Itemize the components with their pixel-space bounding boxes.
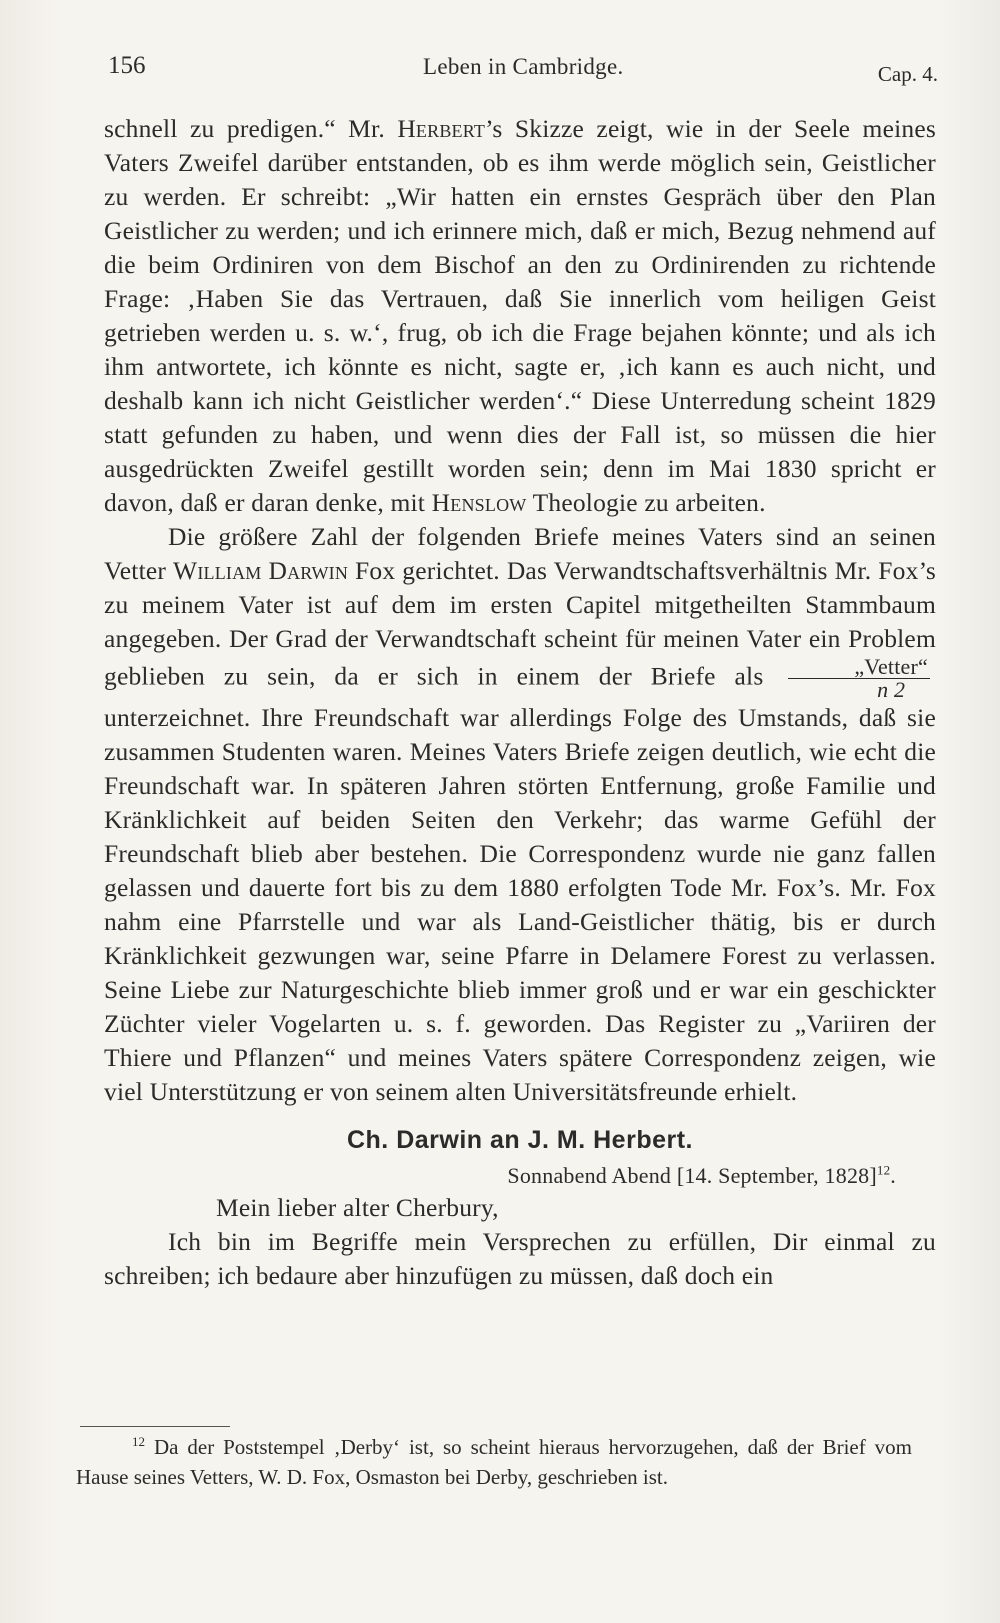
letter-date: Sonnabend Abend [14. September, 1828]$^{12}$. [507,1162,896,1188]
running-header [108,48,938,88]
letter-heading: Ch. Darwin an J. M. Herbert. [346,1126,693,1154]
salutation: Mein lieber alter Cherbury, [216,1193,499,1222]
page-number: 156 [108,52,146,79]
paragraph-1 [104,112,936,520]
text-run: Theologie zu arbeiten. [526,488,766,517]
footnote-text: Da der Poststempel ‚Derby‘ ist, so scheint hieraus hervorzugehen, daß der Brief vom Hause seines Vetters, W. D. Fox, Osmaston bei Derby, geschrieben ist. [76,1435,913,1489]
text-run: unterzeichnet. Ihre Freundschaft war allerdings Folge des Umstands, daß sie zusammen Studenten waren. Meines Vaters Briefe zeigen deutlich, wie echt die Freundschaft war. In späteren Jahren störten Entfernung, große Familie und Kränklichkeit auf beiden Seiten den Verkehr; das warme Gefühl der Freundschaft blieb aber bestehen. Die Correspondenz wurde nie ganz fallen gelassen und dauerte fort bis zu dem 1880 erfolgten Tode Mr. Fox’s. Mr. Fox nahm eine Pfarrstelle und war als Land-Geistlicher thätig, bis er durch Kränklichkeit gezwungen war, seine Pfarre in Delamere Forest zu verlassen. Seine Liebe zur Naturgeschichte blieb immer groß und er war ein geschickter Züchter vieler Vogelarten u. s. f. geworden. Das Register zu „Variiren der Thiere und Pflanzen“ und meines Vaters spätere Correspondenz zeigen, wie viel Unterstützung er von seinem alten Universitätsfreunde erhielt. [104,703,936,1106]
footnote [76,1432,912,1492]
letter-paragraph: Ich bin im Begriffe mein Versprechen zu erfüllen, Dir einmal zu schreiben; ich bedaure aber hinzufügen zu müssen, daß doch ein [104,1227,936,1290]
footnote-ref: 12 [876,1162,891,1178]
fraction-denominator: n 2 [877,677,906,702]
fraction-numerator: „Vetter“ [788,656,930,679]
text-run: schnell zu predigen.“ Mr. [104,114,398,143]
paragraph-2 [104,520,936,1109]
running-title: Leben in Cambridge. [423,54,624,79]
text-run: Fox gerichtet. Das Verwandtschaftsverhältnis Mr. Fox’s zu meinem Vater ist auf dem im ersten Capitel mitgetheilten Stammbaum angegeben. Der Grad der Verwandtschaft scheint für meinen Vater ein Problem geblieben zu sein, da er sich in einem der Briefe als [104,556,936,691]
vetter-fraction [788,656,930,701]
text-run: Die größere Zahl der folgenden Briefe meines Vaters sind an seinen Vetter [104,522,936,585]
name-william-darwin: William Darwin [173,556,349,585]
footnote-marker: 12 [132,1434,145,1449]
footnote-rule [80,1426,230,1427]
main-text [104,112,936,1293]
text-run: ’s Skizze zeigt, wie in der Seele meines Vaters Zweifel darüber entstanden, ob es ihm werde möglich sein, Geistlicher zu werden. Er schreibt: „Wir hatten ein ernstes Gespräch über den Plan Geistlicher zu werden; und ich erinnere mich, daß er mich, Bezug nehmend auf die beim Ordiniren von dem Bischof an den zu Ordinirenden zu richtende Frage: ‚Haben Sie das Vertrauen, daß Sie innerlich vom heiligen Geist getrieben werden u. s. w.‘, frug, ob ich die Frage bejahen könnte; und als ich ihm antwortete, ich könnte es nicht, sagte er, ‚ich kann es auch nicht, und deshalb kann ich nicht Geistlicher werden‘.“ Diese Unterredung scheint 1829 statt gefunden zu haben, und wenn dies der Fall ist, so müssen die hier ausgedrückten Zweifel gestillt worden sein; denn im Mai 1830 spricht er davon, daß er daran denke, mit [104,114,936,517]
name-henslow: Henslow [431,488,527,517]
name-herbert: Herbert [397,114,486,143]
letter-date-text: Sonnabend Abend [14. September, 1828] [507,1163,877,1188]
chapter-label: Cap. 4. [877,62,938,86]
